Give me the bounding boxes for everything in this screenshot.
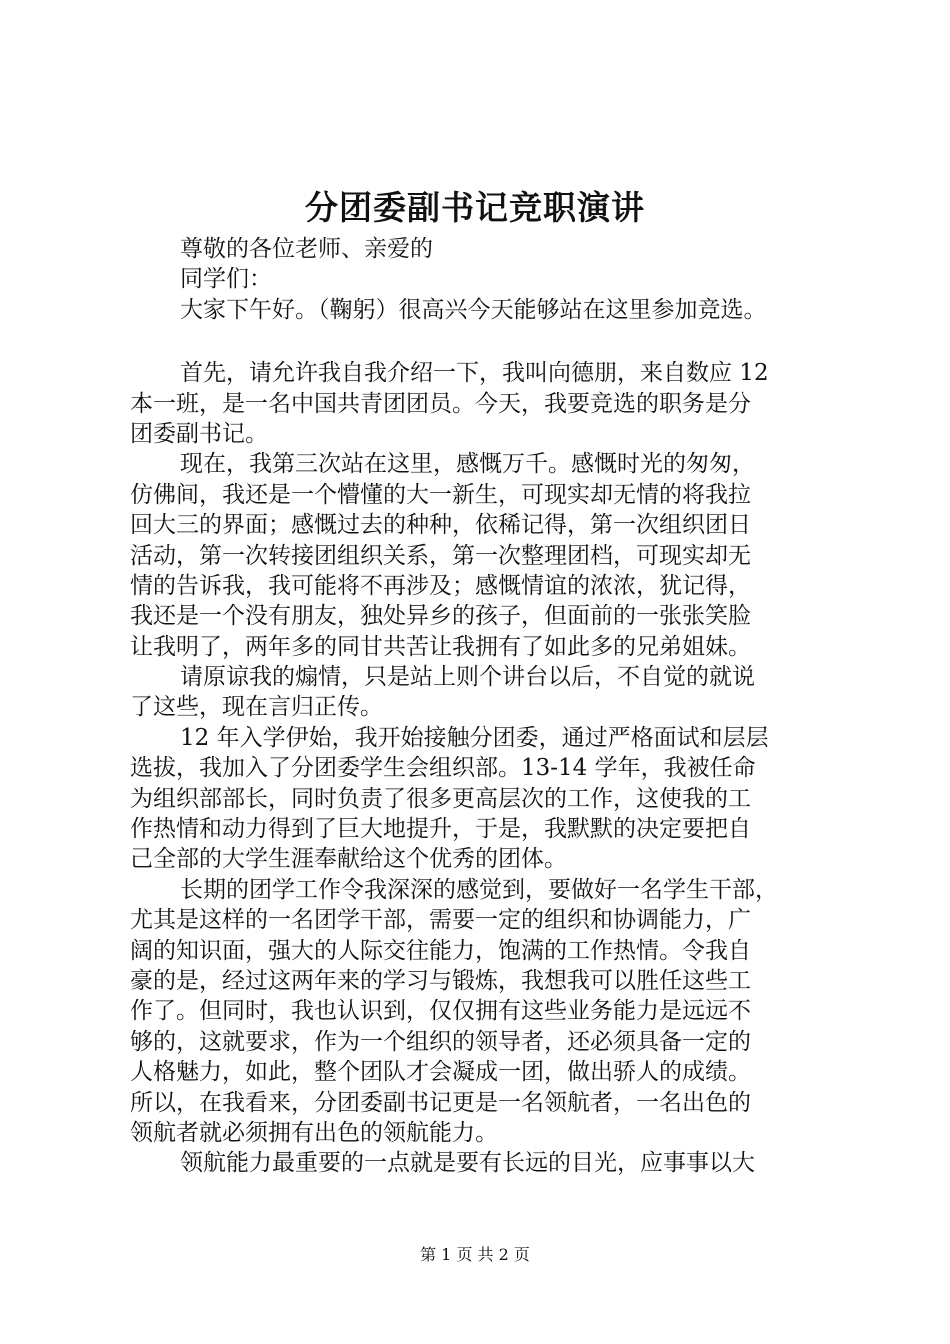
text-line: 豪的是，经过这两年来的学习与锻炼，我想我可以胜任这些工 xyxy=(130,967,751,994)
text-line: 为组织部部长，同时负责了很多更高层次的工作，这使我的工 xyxy=(130,785,751,812)
text-line: 首先，请允许我自我介绍一下，我叫向德朋，来自数应 12 xyxy=(180,360,769,387)
text-line: 人格魅力，如此，整个团队才会凝成一团，做出骄人的成绩。 xyxy=(130,1059,751,1086)
text-line: 长期的团学工作令我深深的感觉到，要做好一名学生干部， xyxy=(180,876,778,903)
text-line: 够的，这就要求，作为一个组织的领导者，还必须具备一定的 xyxy=(130,1028,751,1055)
document-body xyxy=(130,234,830,1179)
text-line: 12 年入学伊始，我开始接触分团委，通过严格面试和层层 xyxy=(180,724,769,751)
text-line: 本一班，是一名中国共青团团员。今天，我要竞选的职务是分 xyxy=(130,390,751,417)
blank-line xyxy=(130,325,830,358)
text-line: 作热情和动力得到了巨大地提升，于是，我默默的决定要把自 xyxy=(130,816,751,843)
text-line: 阔的知识面，强大的人际交往能力，饱满的工作热情。令我自 xyxy=(130,937,751,964)
text-line: 尊敬的各位老师、亲爱的 xyxy=(180,236,433,262)
text-line: 仿佛间，我还是一个懵懂的大一新生，可现实却无情的将我拉 xyxy=(130,481,751,508)
text-line: 大家下午好。（鞠躬）很高兴今天能够站在这里参加竞选。 xyxy=(180,296,767,323)
text-line: 领航能力最重要的一点就是要有长远的目光，应事事以大 xyxy=(180,1150,755,1177)
document-title: 分团委副书记竞职演讲 xyxy=(305,188,645,227)
page-footer: 第 1 页 共 2 页 xyxy=(420,1245,530,1264)
text-line: 我还是一个没有朋友，独处异乡的孩子，但面前的一张张笑脸 xyxy=(130,603,751,630)
text-line: 团委副书记。 xyxy=(130,420,268,447)
text-line: 了这些，现在言归正传。 xyxy=(130,694,383,721)
text-line: 活动，第一次转接团组织关系，第一次整理团档，可现实却无 xyxy=(130,542,751,569)
text-line: 作了。但同时，我也认识到，仅仅拥有这些业务能力是远远不 xyxy=(130,998,751,1025)
text-line: 选拔，我加入了分团委学生会组织部。13-14 学年，我被任命 xyxy=(130,755,756,782)
text-line: 己全部的大学生涯奉献给这个优秀的团体。 xyxy=(130,846,567,873)
text-line: 回大三的界面；感慨过去的种种，依稀记得，第一次组织团日 xyxy=(130,512,751,539)
text-line: 情的告诉我，我可能将不再涉及；感慨情谊的浓浓，犹记得， xyxy=(130,572,751,599)
text-line: 请原谅我的煽情，只是站上则个讲台以后，不自觉的就说 xyxy=(180,664,755,691)
text-line: 同学们： xyxy=(180,266,272,293)
text-line: 领航者就必须拥有出色的领航能力。 xyxy=(130,1119,498,1146)
text-line: 所以，在我看来，分团委副书记更是一名领航者，一名出色的 xyxy=(130,1089,751,1116)
text-line: 尤其是这样的一名团学干部，需要一定的组织和协调能力，广 xyxy=(130,907,751,934)
text-line: 现在，我第三次站在这里，感慨万千。感慨时光的匆匆， xyxy=(180,451,755,478)
text-line: 让我明了，两年多的同甘共苦让我拥有了如此多的兄弟姐妹。 xyxy=(130,633,751,660)
